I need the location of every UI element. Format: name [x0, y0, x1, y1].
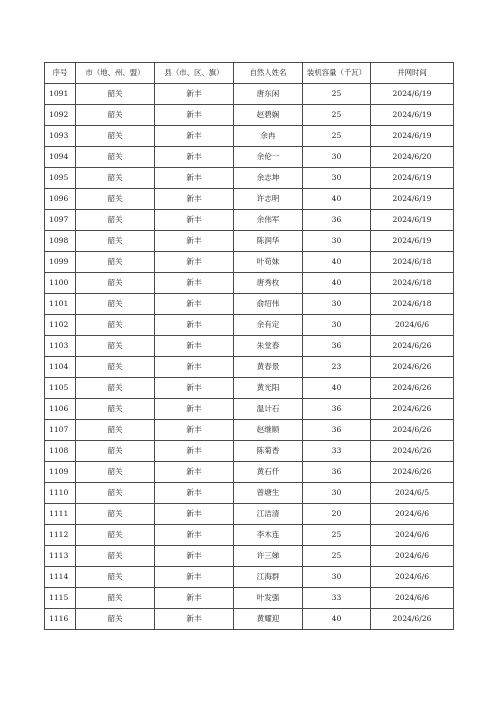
cell-name: 余有定 — [234, 315, 303, 336]
header-cell-county: 县（市、区、旗） — [155, 63, 234, 84]
cell-serial: 1095 — [45, 168, 76, 189]
cell-capacity: 25 — [303, 525, 371, 546]
cell-capacity: 36 — [303, 210, 371, 231]
cell-serial: 1094 — [45, 147, 76, 168]
cell-city: 韶关 — [76, 210, 155, 231]
cell-county: 新丰 — [155, 105, 234, 126]
cell-serial: 1106 — [45, 399, 76, 420]
table-row — [45, 84, 454, 105]
cell-city: 韶关 — [76, 147, 155, 168]
table-row — [45, 252, 454, 273]
table-row — [45, 525, 454, 546]
cell-county: 新丰 — [155, 588, 234, 609]
cell-county: 新丰 — [155, 567, 234, 588]
table-row — [45, 189, 454, 210]
cell-name: 陈菊香 — [234, 441, 303, 462]
cell-capacity: 40 — [303, 273, 371, 294]
cell-serial: 1104 — [45, 357, 76, 378]
cell-name: 黄光阳 — [234, 378, 303, 399]
cell-county: 新丰 — [155, 399, 234, 420]
cell-county: 新丰 — [155, 210, 234, 231]
cell-city: 韶关 — [76, 315, 155, 336]
cell-county: 新丰 — [155, 378, 234, 399]
table-row — [45, 294, 454, 315]
header-cell-city: 市（地、州、盟） — [76, 63, 155, 84]
cell-capacity: 30 — [303, 168, 371, 189]
cell-serial: 1111 — [45, 504, 76, 525]
cell-grid-date: 2024/6/6 — [371, 525, 454, 546]
cell-city: 韶关 — [76, 105, 155, 126]
cell-serial: 1116 — [45, 609, 76, 630]
cell-city: 韶关 — [76, 189, 155, 210]
cell-city: 韶关 — [76, 357, 155, 378]
cell-serial: 1109 — [45, 462, 76, 483]
cell-county: 新丰 — [155, 336, 234, 357]
cell-serial: 1099 — [45, 252, 76, 273]
cell-county: 新丰 — [155, 462, 234, 483]
table-row — [45, 546, 454, 567]
cell-grid-date: 2024/6/26 — [371, 378, 454, 399]
cell-capacity: 25 — [303, 546, 371, 567]
cell-serial: 1114 — [45, 567, 76, 588]
cell-capacity: 25 — [303, 105, 371, 126]
table-row — [45, 462, 454, 483]
cell-capacity: 25 — [303, 84, 371, 105]
table-row — [45, 399, 454, 420]
cell-grid-date: 2024/6/5 — [371, 483, 454, 504]
cell-county: 新丰 — [155, 273, 234, 294]
header-row — [45, 63, 454, 84]
cell-county: 新丰 — [155, 168, 234, 189]
cell-name: 黄石仟 — [234, 462, 303, 483]
cell-county: 新丰 — [155, 294, 234, 315]
table-row — [45, 315, 454, 336]
cell-serial: 1096 — [45, 189, 76, 210]
cell-serial: 1107 — [45, 420, 76, 441]
table-row — [45, 420, 454, 441]
cell-city: 韶关 — [76, 126, 155, 147]
cell-county: 新丰 — [155, 504, 234, 525]
cell-grid-date: 2024/6/20 — [371, 147, 454, 168]
cell-grid-date: 2024/6/18 — [371, 273, 454, 294]
cell-grid-date: 2024/6/19 — [371, 189, 454, 210]
cell-name: 李木连 — [234, 525, 303, 546]
cell-city: 韶关 — [76, 546, 155, 567]
table-row — [45, 588, 454, 609]
cell-capacity: 36 — [303, 336, 371, 357]
cell-grid-date: 2024/6/18 — [371, 252, 454, 273]
cell-county: 新丰 — [155, 441, 234, 462]
cell-city: 韶关 — [76, 231, 155, 252]
table-row — [45, 378, 454, 399]
cell-grid-date: 2024/6/26 — [371, 420, 454, 441]
cell-city: 韶关 — [76, 420, 155, 441]
cell-city: 韶关 — [76, 525, 155, 546]
cell-grid-date: 2024/6/26 — [371, 399, 454, 420]
cell-city: 韶关 — [76, 441, 155, 462]
cell-name: 俞绍伟 — [234, 294, 303, 315]
cell-county: 新丰 — [155, 231, 234, 252]
cell-name: 叶发强 — [234, 588, 303, 609]
table-row — [45, 609, 454, 630]
table-row — [45, 357, 454, 378]
table-row — [45, 336, 454, 357]
pv-registration-table — [44, 62, 454, 630]
cell-capacity: 33 — [303, 588, 371, 609]
cell-serial: 1097 — [45, 210, 76, 231]
table-row — [45, 168, 454, 189]
cell-grid-date: 2024/6/19 — [371, 84, 454, 105]
header-cell-grid-date: 并网时间 — [371, 63, 454, 84]
cell-serial: 1112 — [45, 525, 76, 546]
table-header — [45, 63, 454, 84]
cell-capacity: 36 — [303, 462, 371, 483]
cell-capacity: 36 — [303, 399, 371, 420]
cell-city: 韶关 — [76, 336, 155, 357]
cell-city: 韶关 — [76, 399, 155, 420]
cell-capacity: 40 — [303, 609, 371, 630]
cell-city: 韶关 — [76, 84, 155, 105]
table-row — [45, 567, 454, 588]
cell-grid-date: 2024/6/6 — [371, 567, 454, 588]
table-row — [45, 483, 454, 504]
cell-name: 黄耀迎 — [234, 609, 303, 630]
cell-serial: 1098 — [45, 231, 76, 252]
cell-name: 江洁清 — [234, 504, 303, 525]
cell-name: 朱堂春 — [234, 336, 303, 357]
cell-capacity: 20 — [303, 504, 371, 525]
cell-name: 叶苟妹 — [234, 252, 303, 273]
table-row — [45, 210, 454, 231]
table-row — [45, 273, 454, 294]
cell-capacity: 30 — [303, 294, 371, 315]
cell-capacity: 23 — [303, 357, 371, 378]
cell-city: 韶关 — [76, 483, 155, 504]
cell-county: 新丰 — [155, 483, 234, 504]
cell-county: 新丰 — [155, 189, 234, 210]
cell-name: 陈润华 — [234, 231, 303, 252]
cell-capacity: 33 — [303, 441, 371, 462]
cell-capacity: 40 — [303, 252, 371, 273]
cell-city: 韶关 — [76, 378, 155, 399]
cell-capacity: 30 — [303, 231, 371, 252]
cell-name: 赵碧娴 — [234, 105, 303, 126]
table-row — [45, 126, 454, 147]
cell-grid-date: 2024/6/19 — [371, 168, 454, 189]
cell-city: 韶关 — [76, 609, 155, 630]
cell-name: 温计石 — [234, 399, 303, 420]
cell-county: 新丰 — [155, 84, 234, 105]
cell-grid-date: 2024/6/6 — [371, 546, 454, 567]
cell-county: 新丰 — [155, 252, 234, 273]
cell-capacity: 30 — [303, 147, 371, 168]
cell-city: 韶关 — [76, 504, 155, 525]
table-row — [45, 504, 454, 525]
cell-capacity: 40 — [303, 378, 371, 399]
cell-grid-date: 2024/6/26 — [371, 462, 454, 483]
cell-grid-date: 2024/6/19 — [371, 126, 454, 147]
cell-serial: 1100 — [45, 273, 76, 294]
cell-grid-date: 2024/6/26 — [371, 609, 454, 630]
cell-name: 余伦一 — [234, 147, 303, 168]
cell-serial: 1110 — [45, 483, 76, 504]
cell-name: 余冉 — [234, 126, 303, 147]
cell-grid-date: 2024/6/26 — [371, 441, 454, 462]
cell-serial: 1091 — [45, 84, 76, 105]
cell-name: 许志明 — [234, 189, 303, 210]
header-cell-name: 自然人姓名 — [234, 63, 303, 84]
table-row — [45, 441, 454, 462]
cell-city: 韶关 — [76, 252, 155, 273]
cell-county: 新丰 — [155, 315, 234, 336]
cell-grid-date: 2024/6/19 — [371, 231, 454, 252]
cell-name: 唐东闲 — [234, 84, 303, 105]
cell-county: 新丰 — [155, 357, 234, 378]
table-row — [45, 105, 454, 126]
cell-serial: 1113 — [45, 546, 76, 567]
cell-city: 韶关 — [76, 588, 155, 609]
cell-city: 韶关 — [76, 567, 155, 588]
cell-grid-date: 2024/6/6 — [371, 504, 454, 525]
cell-county: 新丰 — [155, 546, 234, 567]
header-cell-capacity: 装机容量（千瓦） — [303, 63, 371, 84]
cell-serial: 1103 — [45, 336, 76, 357]
cell-name: 江海群 — [234, 567, 303, 588]
cell-serial: 1105 — [45, 378, 76, 399]
header-cell-serial: 序号 — [45, 63, 76, 84]
cell-serial: 1108 — [45, 441, 76, 462]
cell-grid-date: 2024/6/19 — [371, 210, 454, 231]
cell-capacity: 30 — [303, 483, 371, 504]
cell-grid-date: 2024/6/6 — [371, 588, 454, 609]
cell-grid-date: 2024/6/26 — [371, 336, 454, 357]
cell-city: 韶关 — [76, 294, 155, 315]
cell-grid-date: 2024/6/6 — [371, 315, 454, 336]
cell-capacity: 40 — [303, 189, 371, 210]
cell-county: 新丰 — [155, 420, 234, 441]
cell-serial: 1102 — [45, 315, 76, 336]
cell-capacity: 36 — [303, 420, 371, 441]
cell-city: 韶关 — [76, 273, 155, 294]
cell-name: 曾塘生 — [234, 483, 303, 504]
cell-county: 新丰 — [155, 147, 234, 168]
cell-serial: 1092 — [45, 105, 76, 126]
cell-name: 赵继顺 — [234, 420, 303, 441]
cell-name: 黄春景 — [234, 357, 303, 378]
cell-grid-date: 2024/6/26 — [371, 357, 454, 378]
table-body — [45, 84, 454, 630]
cell-name: 唐秀枚 — [234, 273, 303, 294]
cell-county: 新丰 — [155, 609, 234, 630]
cell-county: 新丰 — [155, 525, 234, 546]
cell-serial: 1115 — [45, 588, 76, 609]
table-row — [45, 231, 454, 252]
cell-serial: 1093 — [45, 126, 76, 147]
cell-capacity: 25 — [303, 126, 371, 147]
cell-grid-date: 2024/6/18 — [371, 294, 454, 315]
cell-serial: 1101 — [45, 294, 76, 315]
cell-name: 许三娣 — [234, 546, 303, 567]
cell-city: 韶关 — [76, 168, 155, 189]
cell-city: 韶关 — [76, 462, 155, 483]
cell-name: 余志坤 — [234, 168, 303, 189]
cell-county: 新丰 — [155, 126, 234, 147]
cell-name: 余伟军 — [234, 210, 303, 231]
cell-capacity: 30 — [303, 315, 371, 336]
cell-grid-date: 2024/6/19 — [371, 105, 454, 126]
table-row — [45, 147, 454, 168]
cell-capacity: 30 — [303, 567, 371, 588]
